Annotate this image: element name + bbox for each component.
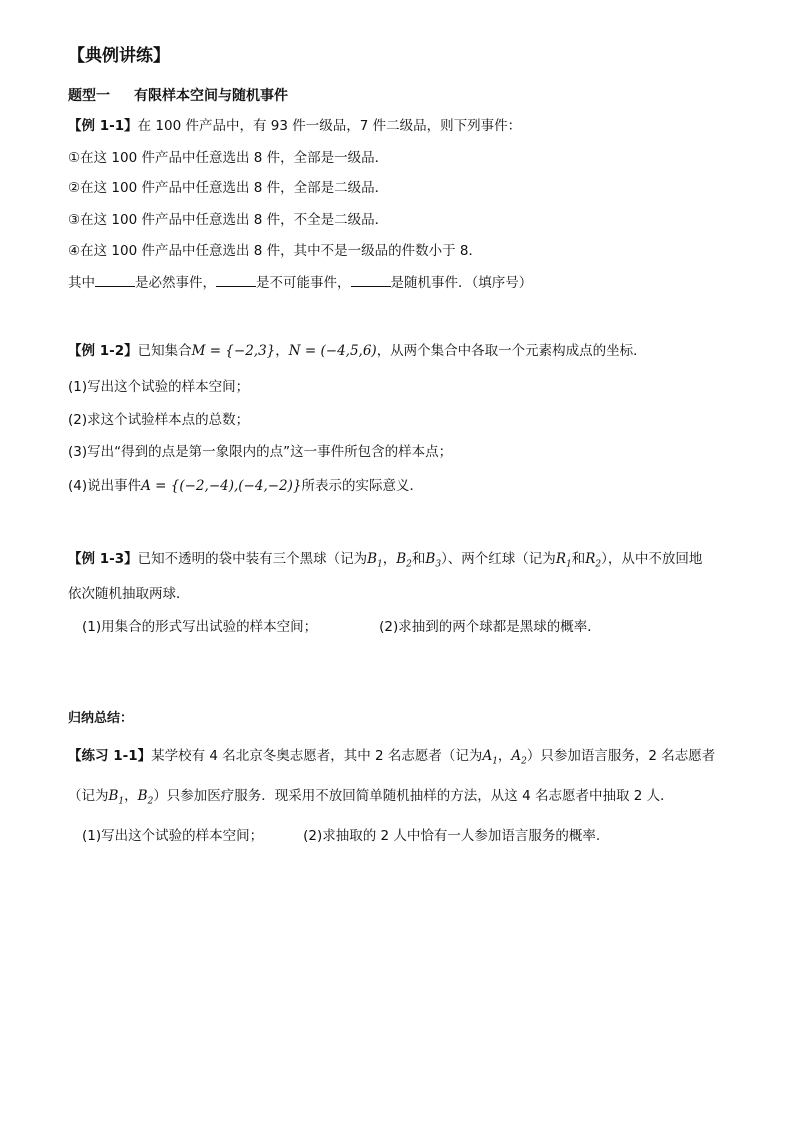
ball-b1: $B_1$ (367, 551, 383, 570)
example-1-2-q2: (2)求这个试验样本点的总数； (68, 412, 250, 428)
example-1-1-fill-line: 其中 是必然事件， 是不可能事件， 是随机事件．（填序号） (68, 272, 532, 293)
event-a-formula: A = {(−2,−4),(−4,−2)} (141, 478, 302, 494)
example-1-1-item-4: ④在这 100 件产品中任意选出 8 件，其中不是一级品的件数小于 8． (68, 243, 483, 259)
type-heading-label: 题型一 (68, 88, 110, 104)
volunteer-a1: $A_1$ (482, 748, 498, 767)
practice-1-1-q2: (2)求抽取的 2 人中恰有一人参加语言服务的概率. (303, 828, 601, 844)
ball-r2: $R_2$ (585, 551, 602, 570)
set-n-formula: N = (−4,5,6) (288, 343, 377, 359)
set-m-formula: M = {−2,3} (191, 343, 276, 359)
answer-blank-1[interactable] (95, 272, 135, 287)
section-title: 【典例讲练】 (68, 46, 170, 66)
practice-1-1-questions (82, 826, 600, 846)
ball-r1: $R_1$ (555, 551, 572, 570)
example-1-3-tag: 【例 1-3】 (68, 551, 138, 567)
ball-b2: $B_2$ (396, 551, 412, 570)
example-1-3-q2: (2)求抽到的两个球都是黑球的概率． (379, 619, 601, 635)
practice-1-1-line-1: 【练习 1-1】某学校有 4 名北京冬奥志愿者，其中 2 名志愿者（记为$A_1$，$A_2$）只参加语言服务，2 名志愿者 (68, 748, 716, 767)
example-1-1-item-1: ①在这 100 件产品中任意选出 8 件，全部是一级品． (68, 150, 389, 166)
answer-blank-2[interactable] (216, 272, 256, 287)
type-heading-title: 有限样本空间与随机事件 (134, 88, 288, 104)
volunteer-b1: $B_1$ (108, 788, 125, 807)
type-heading (68, 86, 288, 106)
example-1-1-item-3: ③在这 100 件产品中任意选出 8 件，不全是二级品． (68, 212, 389, 228)
volunteer-a2: $A_2$ (511, 748, 527, 767)
practice-1-1-q1: (1)写出这个试验的样本空间； (82, 828, 264, 844)
example-1-2-intro: 【例 1-2】已知集合M = {−2,3}，N = (−4,5,6)，从两个集合中各取一个元素构成点的坐标． (68, 343, 647, 359)
example-1-1-intro (68, 116, 521, 136)
example-1-1-tag: 【例 1-1】 (68, 118, 138, 134)
practice-1-1-line-2: （记为$B_1$，$B_2$）只参加医疗服务．现采用不放回简单随机抽样的方法，从这 4 名志愿者中抽取 2 人． (68, 788, 674, 807)
summary-label: 归纳总结： (68, 711, 134, 726)
example-1-2-q4: (4)说出事件A = {(−2,−4),(−4,−2)}所表示的实际意义． (68, 478, 423, 494)
example-1-2-tag: 【例 1-2】 (68, 343, 138, 359)
ball-b3: $B_3$ (425, 551, 442, 570)
example-1-3-questions (82, 617, 601, 637)
example-1-2-q3: (3)写出“得到的点是第一象限内的点”这一事件所包含的样本点； (68, 444, 453, 460)
example-1-3-line-1: 【例 1-3】已知不透明的袋中装有三个黑球（记为$B_1$，$B_2$和$B_3$）、两个红球（记为$R_1$和$R_2$），从中不放回地 (68, 551, 703, 570)
example-1-1-intro-text: 在 100 件产品中，有 93 件一级品，7 件二级品，则下列事件： (137, 118, 522, 134)
volunteer-b2: $B_2$ (137, 788, 154, 807)
practice-1-1-tag: 【练习 1-1】 (68, 748, 152, 764)
example-1-2-q1: (1)写出这个试验的样本空间； (68, 379, 250, 395)
answer-blank-3[interactable] (351, 272, 391, 287)
example-1-1-item-2: ②在这 100 件产品中任意选出 8 件，全部是二级品． (68, 180, 389, 196)
example-1-3-line-2: 依次随机抽取两球． (68, 586, 190, 602)
example-1-3-q1: (1)用集合的形式写出试验的样本空间； (82, 619, 318, 635)
